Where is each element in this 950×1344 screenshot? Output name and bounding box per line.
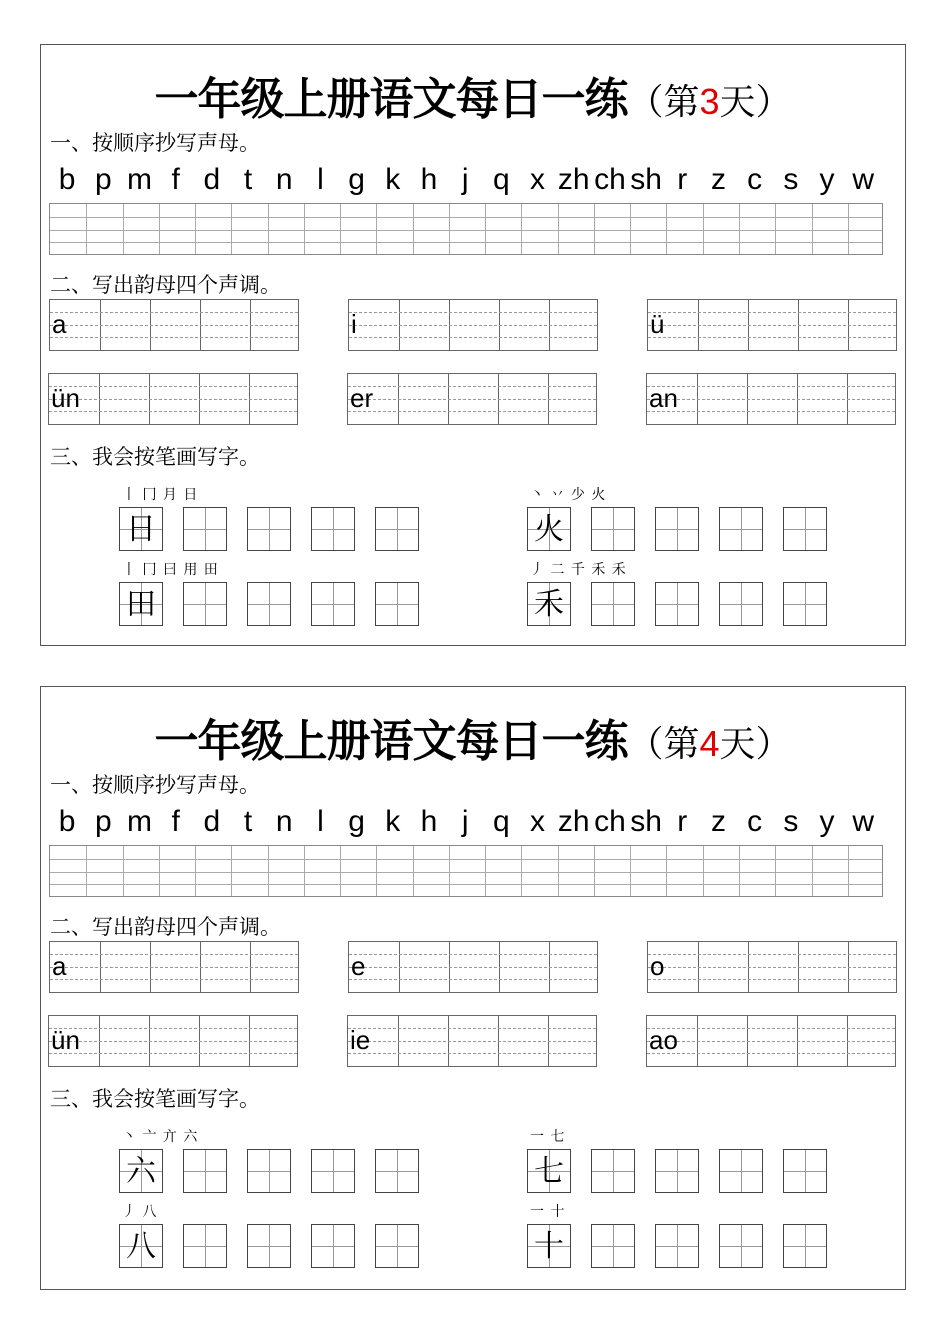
initials-writing-grid[interactable] [49,203,883,255]
tian-grid-box[interactable] [247,1224,291,1268]
initial-letter: y [819,805,835,838]
initial-letter: k [385,163,401,196]
tian-grid-box[interactable] [655,1224,699,1268]
tone-box[interactable] [347,373,597,425]
day-open: （第 [627,82,700,123]
final-label: i [351,309,357,339]
final-label: ie [350,1025,371,1055]
initial-letter: h [420,805,438,838]
tian-grid-box[interactable] [375,507,419,551]
tone-box[interactable] [48,1015,298,1067]
initial-letter: s [783,805,799,838]
initial-letter: b [58,163,76,196]
tian-grid-box[interactable] [119,507,163,551]
initial-letter: f [171,805,180,838]
initial-letter: m [126,163,152,196]
day-number: 4 [699,723,720,764]
tian-grid-box[interactable] [591,582,635,626]
section-tones: 二、写出韵母四个声调。 [50,915,281,939]
tian-grid-box[interactable] [783,507,827,551]
initial-letter: d [203,163,221,196]
initial-letter: p [94,163,112,196]
tian-grid-box[interactable] [527,1224,571,1268]
final-label: ü [650,309,665,339]
final-label: ün [51,383,80,413]
tian-grid-box[interactable] [311,1149,355,1193]
tone-box[interactable] [647,299,897,351]
stroke-order: 丿 二 千 禾 禾 [530,562,627,578]
tian-grid-box[interactable] [719,1149,763,1193]
initial-letter: r [677,163,688,196]
tian-grid-box[interactable] [183,1149,227,1193]
worksheet-day-4 [40,686,906,1290]
initial-letter: k [385,805,401,838]
section-copy-initials: 一、按顺序抄写声母。 [50,131,260,155]
worksheet-title [41,63,905,127]
tian-grid-box[interactable] [119,582,163,626]
initial-letter: q [493,163,510,196]
model-character: 火 [534,512,564,547]
initial-letter: n [275,163,293,196]
initial-letter: d [203,805,221,838]
final-label: ao [649,1025,678,1055]
stroke-order: 丨 冂 月 日 [122,487,199,503]
tian-grid-box[interactable] [119,1149,163,1193]
section-strokes: 三、我会按笔画写字。 [50,445,260,469]
initial-letter: l [317,163,324,196]
tian-grid-box[interactable] [527,507,571,551]
tone-box[interactable] [348,941,598,993]
tone-box[interactable] [646,373,896,425]
initial-letter: zh [557,163,590,196]
initial-letter: s [783,163,799,196]
initials-row [49,163,885,197]
initial-letter: ch [594,163,626,196]
initial-letter: x [530,805,546,838]
initial-letter: p [94,805,112,838]
tian-grid-box[interactable] [783,582,827,626]
tian-grid-box[interactable] [311,1224,355,1268]
tian-grid-box[interactable] [183,582,227,626]
initial-letter: sh [630,163,662,196]
tian-grid-box[interactable] [719,1224,763,1268]
model-character: 禾 [534,587,564,622]
final-label: a [52,309,67,339]
stroke-order: 一 七 [530,1129,566,1145]
stroke-order: 丿 八 [122,1204,158,1220]
tian-grid-box[interactable] [375,1224,419,1268]
day-number: 3 [699,81,720,122]
model-character: 日 [126,512,156,547]
tian-grid-box[interactable] [527,1149,571,1193]
tone-box[interactable] [49,299,299,351]
initial-letter: j [461,163,469,196]
initial-letter: c [747,163,763,196]
title-text: 一年级上册语文每日一练 [154,716,628,767]
tian-grid-box[interactable] [527,582,571,626]
final-label: e [351,951,366,981]
tone-box[interactable] [49,941,299,993]
stroke-order: 丨 冂 曰 用 田 [122,562,219,578]
tian-grid-box[interactable] [783,1149,827,1193]
final-label: er [350,383,374,413]
initials-row [49,805,885,839]
initials-writing-grid[interactable] [49,845,883,897]
tian-grid-box[interactable] [183,507,227,551]
title-text: 一年级上册语文每日一练 [154,74,628,125]
initial-letter: ch [594,805,626,838]
tian-grid-box[interactable] [119,1224,163,1268]
day-close: 天） [719,82,792,123]
tian-grid-box[interactable] [655,507,699,551]
tone-box[interactable] [646,1015,896,1067]
tian-grid-box[interactable] [311,507,355,551]
tian-grid-box[interactable] [247,507,291,551]
model-character: 七 [534,1154,564,1189]
tian-grid-box[interactable] [247,582,291,626]
model-character: 田 [126,587,156,622]
initial-letter: j [461,805,469,838]
tone-box[interactable] [48,373,298,425]
initial-letter: n [275,805,293,838]
tone-box[interactable] [348,299,598,351]
initial-letter: sh [630,805,662,838]
initial-letter: x [530,163,546,196]
initial-letter: w [852,805,875,838]
tian-grid-box[interactable] [247,1149,291,1193]
initial-letter: t [243,805,253,838]
initial-letter: c [747,805,763,838]
initial-letter: q [493,805,510,838]
initial-letter: y [819,163,835,196]
final-label: ün [51,1025,80,1055]
model-character: 八 [126,1229,156,1264]
final-label: a [52,951,67,981]
initial-letter: f [171,163,180,196]
initial-letter: w [852,163,875,196]
tian-grid-box[interactable] [591,1224,635,1268]
tian-grid-box[interactable] [183,1224,227,1268]
initial-letter: h [420,163,438,196]
tian-grid-box[interactable] [719,507,763,551]
tian-grid-box[interactable] [783,1224,827,1268]
tian-grid-box[interactable] [719,582,763,626]
model-character: 十 [534,1229,564,1264]
initial-letter: g [348,805,365,838]
day-open: （第 [627,724,700,765]
tian-grid-box[interactable] [591,507,635,551]
tian-grid-box[interactable] [655,1149,699,1193]
initial-letter: r [677,805,688,838]
initial-letter: m [126,805,152,838]
initial-letter: z [710,163,726,196]
initial-letter: zh [557,805,590,838]
model-character: 六 [126,1154,156,1189]
initial-letter: l [317,805,324,838]
day-label [627,724,791,765]
initial-letter: g [348,163,365,196]
final-label: an [649,383,678,413]
stroke-order: 丶 亠 亣 六 [122,1129,199,1145]
stroke-order: 丶 丷 少 火 [530,487,607,503]
tian-grid-box[interactable] [311,582,355,626]
tian-grid-box[interactable] [375,1149,419,1193]
day-label [627,82,791,123]
section-copy-initials: 一、按顺序抄写声母。 [50,773,260,797]
final-label: o [650,951,665,981]
initial-letter: z [710,805,726,838]
tone-box[interactable] [347,1015,597,1067]
tian-grid-box[interactable] [655,582,699,626]
section-tones: 二、写出韵母四个声调。 [50,273,281,297]
stroke-order: 一 十 [530,1204,566,1220]
initial-letter: t [243,163,253,196]
worksheet-title [41,705,905,769]
tone-box[interactable] [647,941,897,993]
tian-grid-box[interactable] [375,582,419,626]
section-strokes: 三、我会按笔画写字。 [50,1087,260,1111]
initial-letter: b [58,805,76,838]
day-close: 天） [719,724,792,765]
worksheet-day-3 [40,44,906,646]
tian-grid-box[interactable] [591,1149,635,1193]
